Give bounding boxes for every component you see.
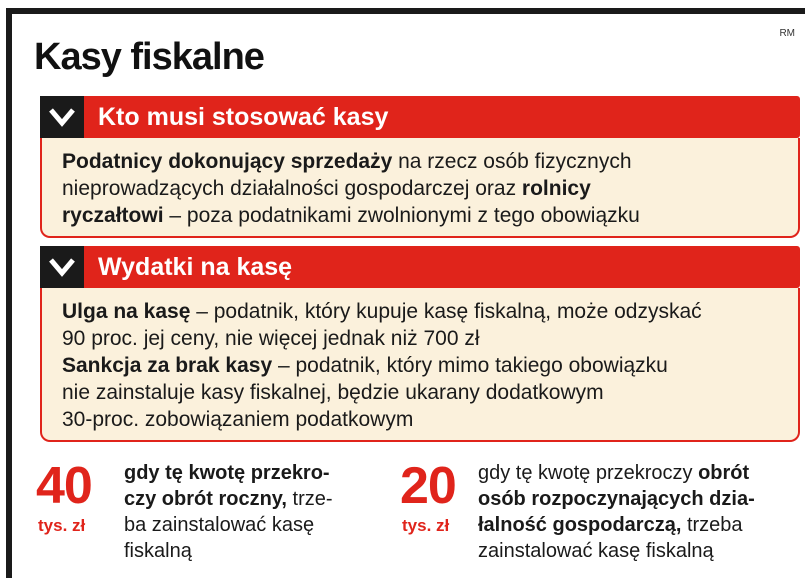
text-phrase: nie zainstaluje kasy fiskalnej, będzie ukarany dodatkowym	[62, 381, 604, 404]
author-credit: RM	[779, 28, 795, 39]
section-header-expenses	[40, 246, 800, 288]
chevron-down-icon	[48, 105, 76, 129]
text-phrase: zainstalować kasę fiskalną	[478, 540, 714, 562]
body-line	[62, 325, 480, 352]
frame-left-rule	[6, 8, 12, 578]
chevron-box	[40, 96, 84, 138]
stat-description-1	[124, 460, 333, 564]
text-phrase: – podatnik, który mimo takiego obowiązku	[272, 354, 668, 377]
chevron-box	[40, 246, 84, 288]
bold-phrase: obrót	[698, 462, 750, 484]
section-body-who	[40, 138, 800, 238]
stat-line	[124, 512, 333, 538]
bold-phrase: Podatnicy dokonujący sprzedaży	[62, 150, 393, 173]
page-title: Kasy fiskalne	[34, 36, 264, 78]
bold-phrase: gdy tę kwotę przekro-	[124, 462, 330, 484]
stat-number-40: 40	[36, 457, 92, 515]
text-phrase: ba zainstalować kasę	[124, 514, 315, 536]
section-title-who: Kto musi stosować kasy	[98, 103, 389, 131]
bold-phrase: Sankcja za brak kasy	[62, 354, 273, 377]
body-line	[62, 352, 668, 379]
bold-phrase: osób rozpoczynających dzia-	[478, 488, 755, 510]
text-phrase: fiskalną	[124, 540, 192, 562]
body-line	[62, 298, 702, 325]
text-phrase: trze-	[287, 488, 333, 510]
stat-line	[124, 486, 333, 512]
text-phrase: 30-proc. zobowiązaniem podatkowym	[62, 408, 414, 431]
stat-line	[124, 460, 333, 486]
section-title-expenses: Wydatki na kasę	[98, 253, 293, 281]
stat-line	[478, 512, 755, 538]
stat-line	[478, 486, 755, 512]
text-phrase: gdy tę kwotę przekroczy	[478, 462, 699, 484]
section-body-expenses	[40, 288, 800, 442]
stat-line	[478, 538, 755, 564]
bold-phrase: łalność gospodarczą,	[478, 514, 682, 536]
text-phrase: na rzecz osób fizycznych	[392, 150, 632, 173]
text-phrase: nieprowadzących działalności gospodarczej oraz	[62, 177, 522, 200]
bold-phrase: Ulga na kasę	[62, 300, 191, 323]
chevron-down-icon	[48, 255, 76, 279]
stat-description-2	[478, 460, 755, 564]
text-phrase: – podatnik, który kupuje kasę fiskalną, może odzyskać	[190, 300, 702, 323]
body-line	[62, 379, 604, 406]
text-phrase: trzeba	[681, 514, 743, 536]
stat-unit: tys. zł	[402, 516, 450, 535]
body-line	[62, 202, 640, 229]
text-phrase: – poza podatnikami zwolnionymi z tego obowiązku	[163, 204, 640, 227]
text-phrase: 90 proc. jej ceny, nie więcej jednak niż 700 zł	[62, 327, 480, 350]
bold-phrase: czy obrót roczny,	[124, 488, 287, 510]
body-line	[62, 175, 591, 202]
stat-unit: tys. zł	[38, 516, 86, 535]
section-header-who	[40, 96, 800, 138]
bold-phrase: ryczałtowi	[62, 204, 164, 227]
stat-line	[478, 460, 755, 486]
stat-line	[124, 538, 333, 564]
stat-number-20: 20	[400, 457, 456, 515]
body-line	[62, 148, 632, 175]
bold-phrase: rolnicy	[521, 177, 591, 200]
frame-top-rule	[6, 8, 805, 14]
body-line	[62, 406, 413, 433]
